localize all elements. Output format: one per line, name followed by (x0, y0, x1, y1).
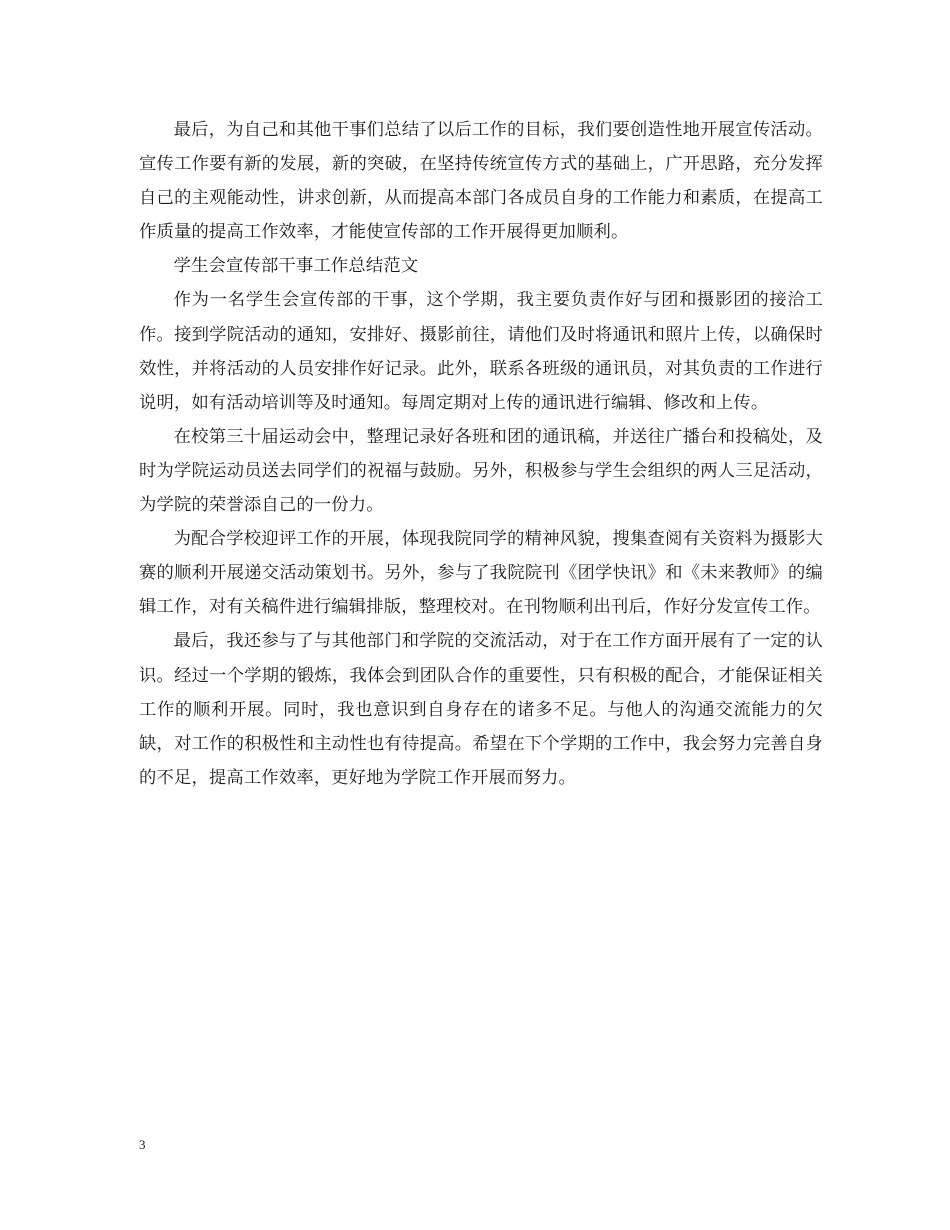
paragraph-goals: 最后，为自己和其他干事们总结了以后工作的目标，我们要创造性地开展宣传活动。宣传工作要有新的发展，新的突破，在坚持传统宣传方式的基础上，广开思路，充分发挥自己的主观能动性，讲求创新，从而提高本部门各成员自身的工作能力和素质，在提高工作质量的提高工作效率，才能使宣传部的工作开展得更加顺利。 (139, 120, 823, 243)
paragraph-conclusion: 最后，我还参与了与其他部门和学院的交流活动，对于在工作方面开展有了一定的认识。经过一个学期的锻炼，我体会到团队合作的重要性，只有积极的配合，才能保证相关工作的顺利开展。同时，我也意识到自身存在的诸多不足。与他人的沟通交流能力的欠缺，对工作的积极性和主动性也有待提高。希望在下个学期的工作中，我会努力完善自身的不足，提高工作效率，更好地为学院工作开展而努力。 (139, 631, 823, 788)
page-number: 3 (139, 1137, 146, 1152)
section-heading: 学生会宣传部干事工作总结范文 (173, 256, 419, 277)
paragraph-editing: 为配合学校迎评工作的开展，体现我院同学的精神风貌，搜集查阅有关资料为摄影大赛的顺利开展递交活动策划书。另外，参与了我院院刊《团学快讯》和《未来教师》的编辑工作，对有关稿件进行编辑排版，整理校对。在刊物顺利出刊后，作好分发宣传工作。 (139, 529, 823, 618)
document-body (139, 113, 823, 795)
paragraph-duties: 作为一名学生会宣传部的干事，这个学期，我主要负责作好与团和摄影团的接洽工作。接到学院活动的通知，安排好、摄影前往，请他们及时将通讯和照片上传，以确保时效性，并将活动的人员安排作好记录。此外，联系各班级的通讯员，对其负责的工作进行说明，如有活动培训等及时通知。每周定期对上传的通讯进行编辑、修改和上传。 (139, 290, 823, 413)
paragraph-sports-meet: 在校第三十届运动会中，整理记录好各班和团的通讯稿，并送往广播台和投稿处，及时为学院运动员送去同学们的祝福与鼓励。另外，积极参与学生会组织的两人三足活动，为学院的荣誉添自己的一份力。 (139, 426, 823, 516)
